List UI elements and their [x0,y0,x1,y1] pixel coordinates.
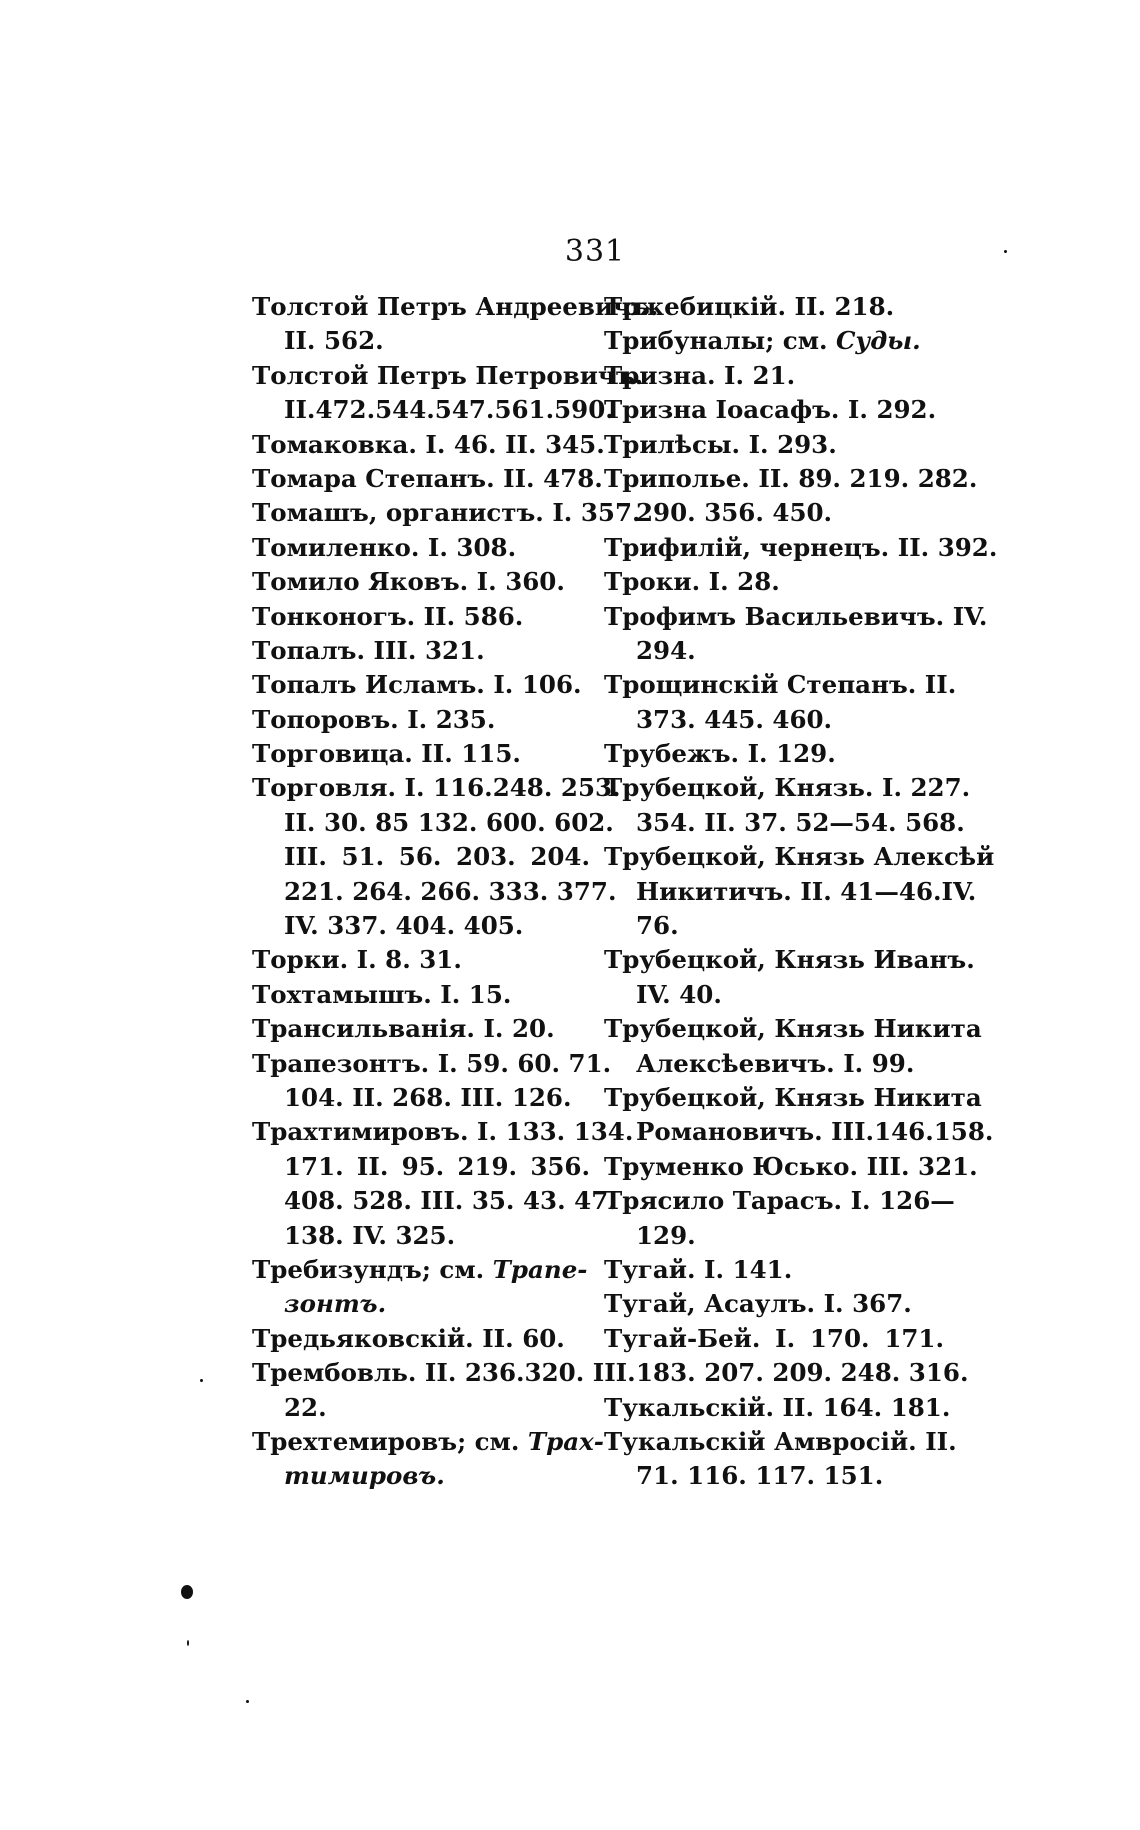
index-line [252,668,590,702]
index-line [604,1150,978,1184]
index-entry-text: 76. [636,911,679,941]
index-line [604,600,988,634]
index-line [604,771,971,805]
index-entry-text: Томаковка. I. 46. II. 345. [252,429,605,459]
index-line [604,875,977,909]
index-entry-text: Труменко Юсько. III. 321. [604,1151,978,1181]
index-entry-text: Трощинскій Степанъ. II. [604,670,957,700]
index-line [604,1047,944,1081]
index-entry-text: III. 51. 56. 203. 204. [284,842,590,872]
index-entry-text: Трубецкой, Князь Никита [604,1082,982,1112]
index-line [604,1391,951,1425]
index-line [604,1459,944,1493]
print-speck [187,1640,189,1646]
index-line [252,1012,590,1046]
index-line [604,1012,982,1046]
index-entry-text: Томара Степанъ. II. 478. [252,463,603,493]
index-line [252,703,590,737]
index-line [252,1391,590,1425]
print-speck [246,1700,249,1703]
index-line [252,290,659,324]
index-line [252,875,617,909]
index-entry-text: Трофимъ Васильевичъ. IV. [604,601,988,631]
index-line [604,1115,994,1149]
index-line [252,393,614,427]
index-entry-text: Тонконогъ. II. 586. [252,601,524,631]
cross-reference: Трах- [527,1426,604,1456]
index-line [604,737,944,771]
index-entry-text: Тугай, Асаулъ. I. 367. [604,1289,912,1319]
index-line [252,324,590,358]
index-entry-text: Томашъ, органистъ. I. 357. [252,498,641,528]
index-entry-text: II. 562. [284,326,384,356]
index-line [604,1184,955,1218]
index-entry-text: Томиленко. I. 308. [252,532,517,562]
index-entry-text: Трубецкой, Князь Алексѣй [604,842,995,872]
index-line [604,1081,982,1115]
cross-reference: тимировъ. [284,1461,445,1491]
index-entry-text: 129. [636,1220,696,1250]
index-entry-text: 183. 207. 209. 248. 316. [636,1358,969,1388]
index-line [252,1047,612,1081]
index-line [604,909,944,943]
index-line [252,359,644,393]
index-line [252,428,605,462]
index-line [252,771,621,805]
index-line [252,1459,590,1493]
index-entry-text: II.472.544.547.561.590. [284,395,614,425]
index-line [604,531,998,565]
index-entry-text: Трансильванія. I. 20. [252,1014,555,1044]
index-line [252,1287,590,1321]
index-line [252,1322,590,1356]
index-entry-text: Тугай. I. 141. [604,1254,793,1284]
index-line [604,462,978,496]
index-line [604,840,995,874]
index-line [604,703,944,737]
index-line [252,1425,604,1459]
index-entry-text: Трубецкой, Князь Никита [604,1014,982,1044]
index-entry-text: 71. 116. 117. 151. [636,1461,884,1491]
index-entry-text: Романовичъ. III.146.158. [636,1117,994,1147]
index-entry-text: Тукальскій Амвросій. II. [604,1426,957,1456]
index-line [604,806,965,840]
index-line [604,1322,944,1356]
index-line [252,909,590,943]
index-line [252,1115,634,1149]
index-line [604,1219,944,1253]
index-entry-text: IV. 40. [636,979,722,1009]
index-entry-text: Требизундъ; см. [252,1254,485,1284]
index-entry-text: Трясило Тарасъ. I. 126— [604,1186,955,1216]
print-speck [1004,250,1007,253]
index-entry-text: Трубецкой, Князь. I. 227. [604,773,971,803]
index-line [252,978,590,1012]
index-entry-text: Топалъ Исламъ. I. 106. [252,670,582,700]
print-speck [200,1379,203,1382]
index-entry-text: Триполье. II. 89. 219. 282. [604,463,978,493]
index-entry-text: 104. II. 268. III. 126. [284,1082,572,1112]
index-entry-text: Тредьяковскій. II. 60. [252,1323,565,1353]
index-entry-text: 294. [636,635,696,665]
index-line [604,1287,944,1321]
index-entry-text: Торговица. II. 115. [252,739,521,769]
index-entry-text: 354. II. 37. 52—54. 568. [636,807,965,837]
index-line [252,600,590,634]
index-entry-text: 290. 356. 450. [636,498,833,528]
index-entry-text: Трубежъ. I. 129. [604,739,836,769]
index-entry-text: Толстой Петръ Петровичъ. [252,360,644,390]
page-number: 331 [564,234,626,269]
index-line [604,978,944,1012]
index-entry-text: Трахтимировъ. I. 133. 134. [252,1117,634,1147]
index-line [604,359,944,393]
index-entry-text: Троки. I. 28. [604,567,780,597]
index-entry-text: Топоровъ. I. 235. [252,704,496,734]
index-entry-text: Тугай-Бей. I. 170. 171. [604,1323,944,1353]
index-entry-text: Топалъ. III. 321. [252,635,485,665]
index-line [252,806,614,840]
index-entry-text: 22. [284,1392,327,1422]
index-line [604,1356,969,1390]
index-entry-text: Тризна Іоасафъ. I. 292. [604,395,937,425]
index-entry-text: Трифилій, чернецъ. II. 392. [604,532,998,562]
index-entry-text: 221. 264. 266. 333. 377. [284,876,617,906]
index-column-right [604,290,998,1494]
index-line [252,1219,590,1253]
index-line [252,1184,617,1218]
index-entry-text: Трехтемировъ; см. [252,1426,520,1456]
index-entry-text: Трембовль. II. 236.320. III. [252,1358,636,1388]
index-line [604,668,957,702]
index-entry-text: Тризна. I. 21. [604,360,796,390]
index-line [604,496,944,530]
index-line [252,1081,590,1115]
index-entry-text: IV. 337. 404. 405. [284,911,524,941]
index-line [252,531,590,565]
index-entry-text: Тохтамышъ. I. 15. [252,979,512,1009]
index-entry-text: Томило Яковъ. I. 360. [252,567,565,597]
index-entry-text: Трубецкой, Князь Иванъ. [604,945,975,975]
index-entry-text: Торговля. I. 116.248. 253. [252,773,621,803]
index-line [604,428,944,462]
index-line [604,1425,957,1459]
index-entry-text: Трибуналы; см. [604,326,828,356]
cross-reference: зонтъ. [284,1289,387,1319]
print-speck [181,1585,193,1599]
index-entry-text: Тржебицкій. II. 218. [604,292,895,321]
index-line [252,1356,636,1390]
index-entry-text: Никитичъ. II. 41—46.IV. [636,876,977,906]
index-line [604,1253,944,1287]
index-line [252,737,590,771]
index-entry-text: Торки. I. 8. 31. [252,945,462,975]
index-line [604,565,944,599]
index-line [604,393,944,427]
index-line [252,1253,590,1287]
index-entry-text: 408. 528. III. 35. 43. 47. [284,1186,617,1216]
index-entry-text: Алексѣевичъ. I. 99. [636,1048,915,1078]
cross-reference: Трапе- [492,1254,588,1284]
index-line [252,634,590,668]
index-line [604,634,944,668]
index-line [252,840,590,874]
cross-reference: Суды. [836,326,921,356]
index-line [604,943,975,977]
index-line [252,496,641,530]
index-entry-text: 171. II. 95. 219. 356. [284,1151,590,1181]
index-line [604,290,944,324]
index-entry-text: 373. 445. 460. [636,704,833,734]
index-entry-text: II. 30. 85 132. 600. 602. [284,807,614,837]
index-entry-text: Толстой Петръ Андреевичъ. [252,292,659,321]
index-entry-text: 138. IV. 325. [284,1220,456,1250]
index-line [252,462,603,496]
index-entry-text: Трилѣсы. I. 293. [604,429,837,459]
index-line [252,565,590,599]
index-entry-text: Трапезонтъ. I. 59. 60. 71. [252,1048,612,1078]
index-line [252,943,590,977]
index-line [252,1150,590,1184]
index-entry-text: Тукальскій. II. 164. 181. [604,1392,951,1422]
index-line [604,324,944,358]
